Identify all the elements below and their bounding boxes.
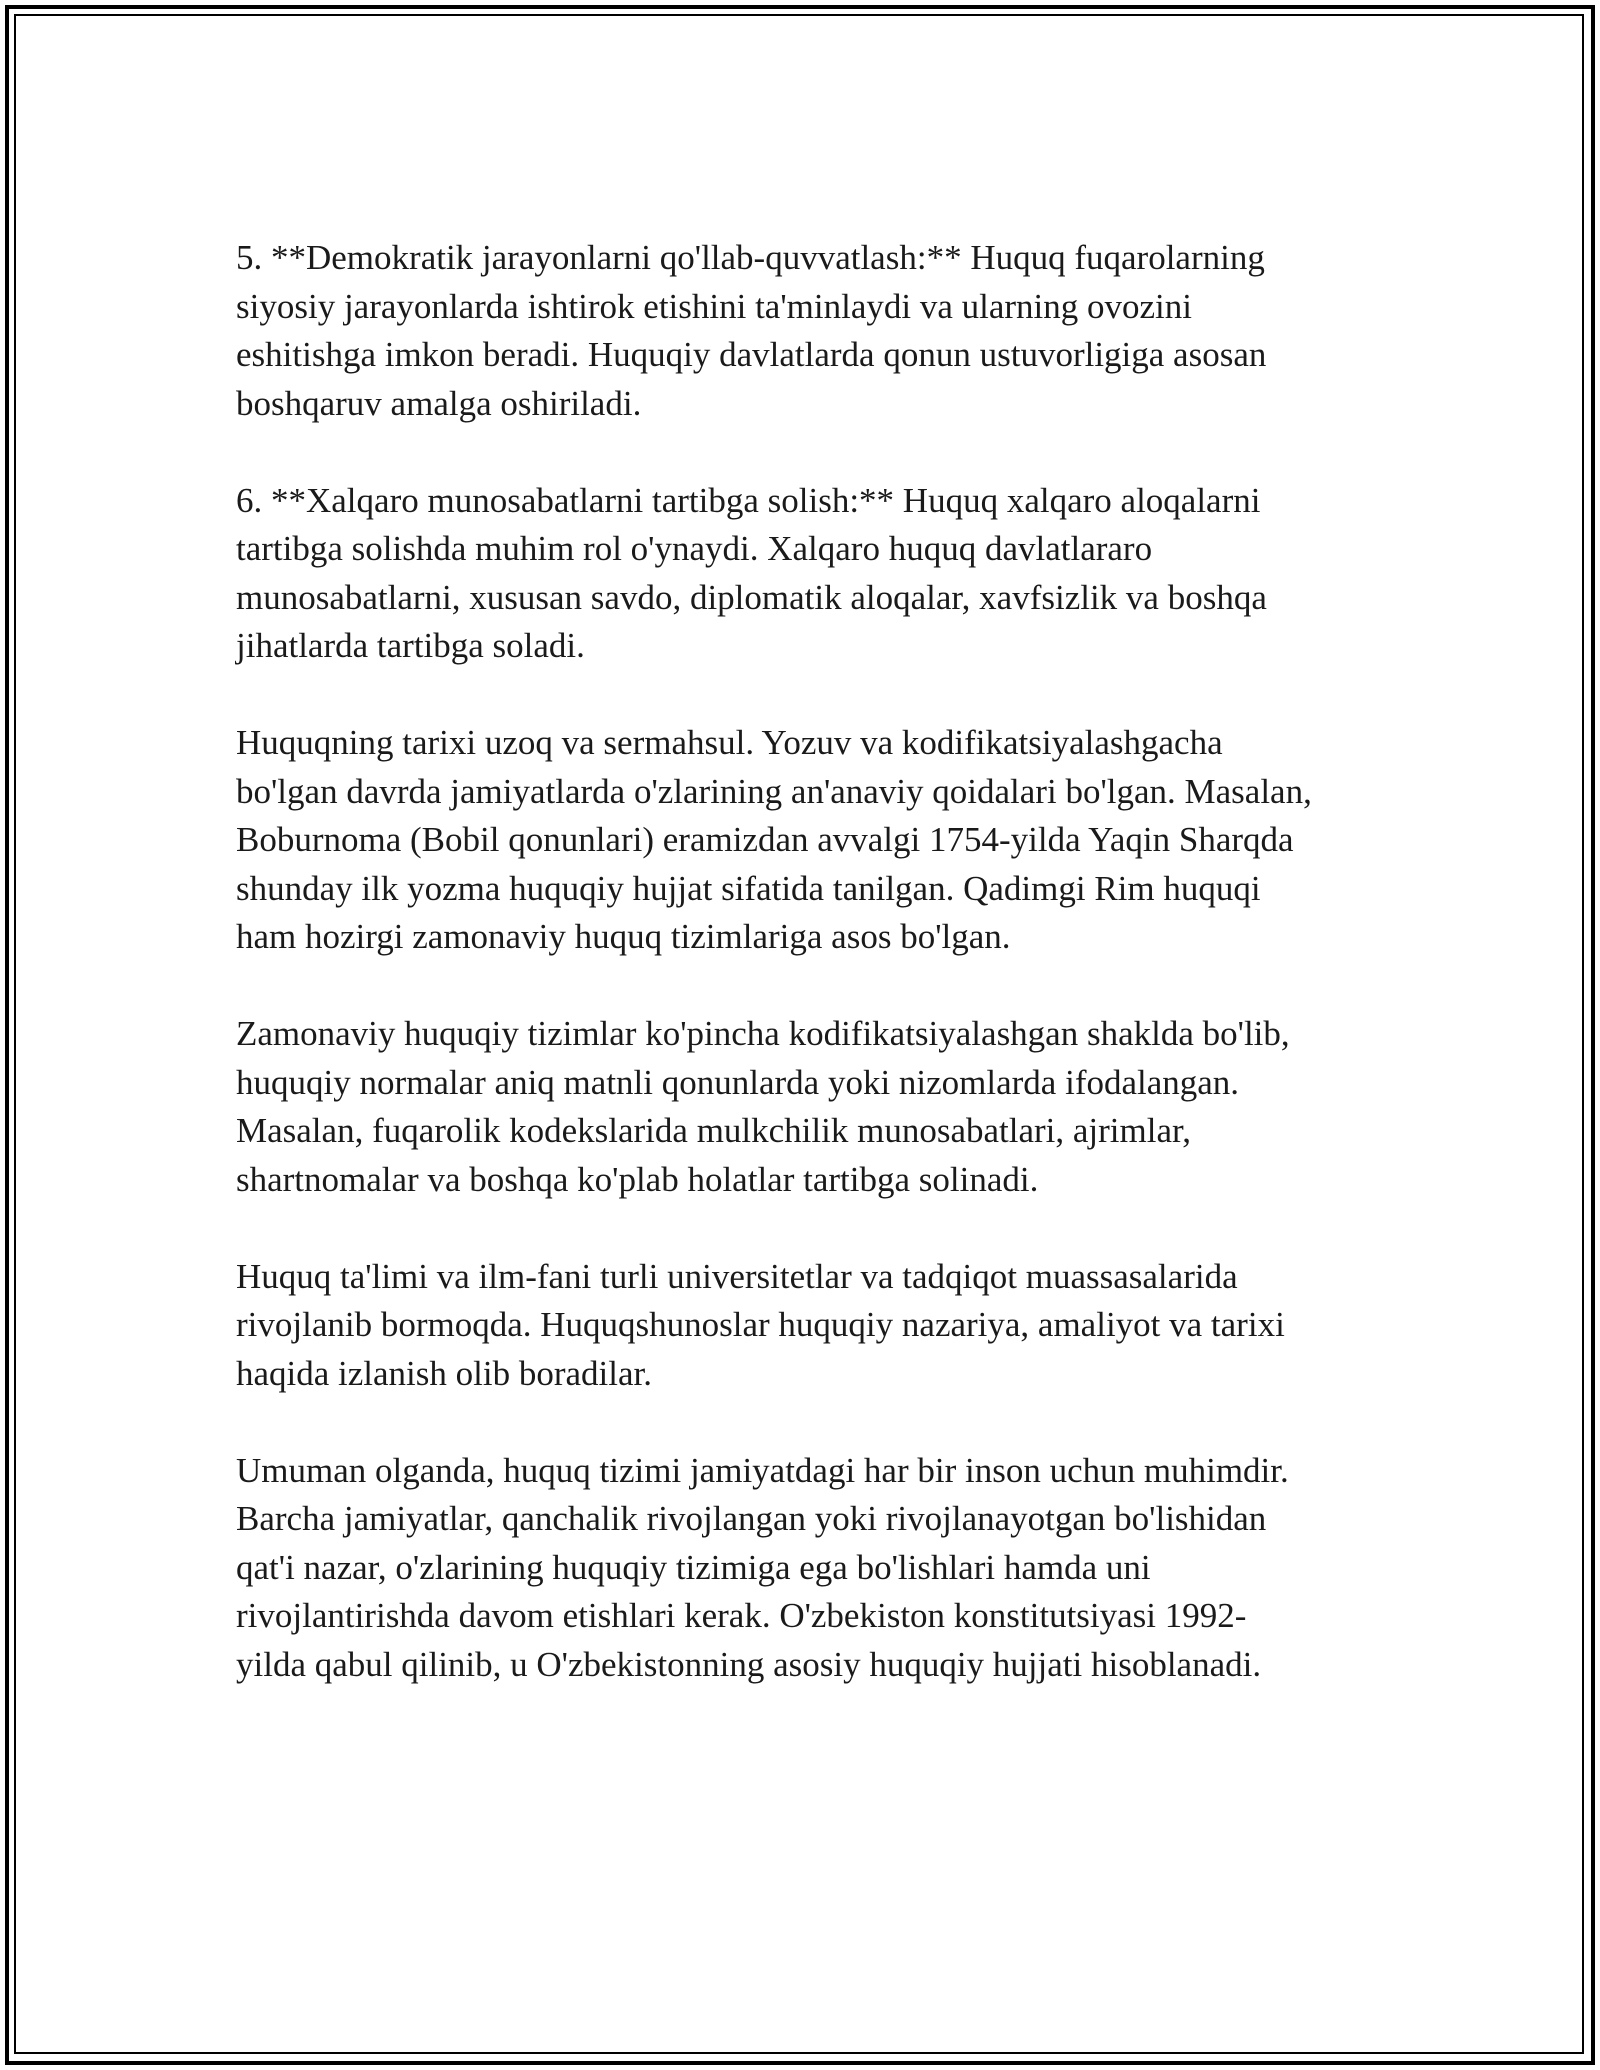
paragraph-history-of-law: Huquqning tarixi uzoq va sermahsul. Yozuv va kodifikatsiyalashgacha bo'lgan davrda jamiyatlarda o'zlarining an'anaviy qoidalari bo'lgan. Masalan, Boburnoma (Bobil qonunlari) eramizdan avvalgi 1754-yilda Yaqin Sharqda shunday ilk yozma huquqiy hujjat sifatida tanilgan. Qadimgi Rim huquqi ham hozirgi zamonaviy huquq tizimlariga asos bo'lgan. [236, 723, 1312, 956]
paragraph-modern-legal-systems: Zamonaviy huquqiy tizimlar ko'pincha kodifikatsiyalashgan shaklda bo'lib, huquqiy normalar aniq matnli qonunlarda yoki nizomlarda ifodalangan. Masalan, fuqarolik kodekslarida mulkchilik munosabatlari, ajrimlar, shartnomalar va boshqa ko'plab holatlar tartibga solinadi. [236, 1014, 1290, 1199]
paragraph-conclusion: Umuman olganda, huquq tizimi jamiyatdagi har bir inson uchun muhimdir. Barcha jamiyatlar, qanchalik rivojlangan yoki rivojlanayotgan bo'lishidan qat'i nazar, o'zlarining huquqiy tizimiga ega bo'lishlari hamda uni rivojlantirishda davom etishlari kerak. O'zbekiston konstitutsiyasi 1992- yilda qabul qilinib, u O'zbekistonning asosiy huquqiy hujjati hisoblanadi. [236, 1450, 1289, 1684]
paragraph-international-relations: 6. **Xalqaro munosabatlarni tartibga solish:** Huquq xalqaro aloqalarni tartibga solishda muhim rol o'ynaydi. Xalqaro huquq davlatlararo munosabatlarni, xususan savdo, diplomatik aloqalar, xavfsizlik va boshqa jihatlarda tartibga soladi. [236, 480, 1267, 665]
paragraph-democratic-processes: 5. **Demokratik jarayonlarni qo'llab-quvvatlash:** Huquq fuqarolarning siyosiy jarayonlarda ishtirok etishini ta'minlaydi va ularning ovozini eshitishga imkon beradi. Huquqiy davlatlarda qonun ustuvorligiga asosan boshqaruv amalga oshiriladi. [236, 238, 1267, 423]
document-body [236, 234, 1366, 1689]
paragraph-legal-education: Huquq ta'limi va ilm-fani turli universitetlar va tadqiqot muassasalarida rivojlanib bormoqda. Huquqshunoslar huquqiy nazariya, amaliyot va tarixi haqida izlanish olib boradilar. [236, 1256, 1285, 1393]
